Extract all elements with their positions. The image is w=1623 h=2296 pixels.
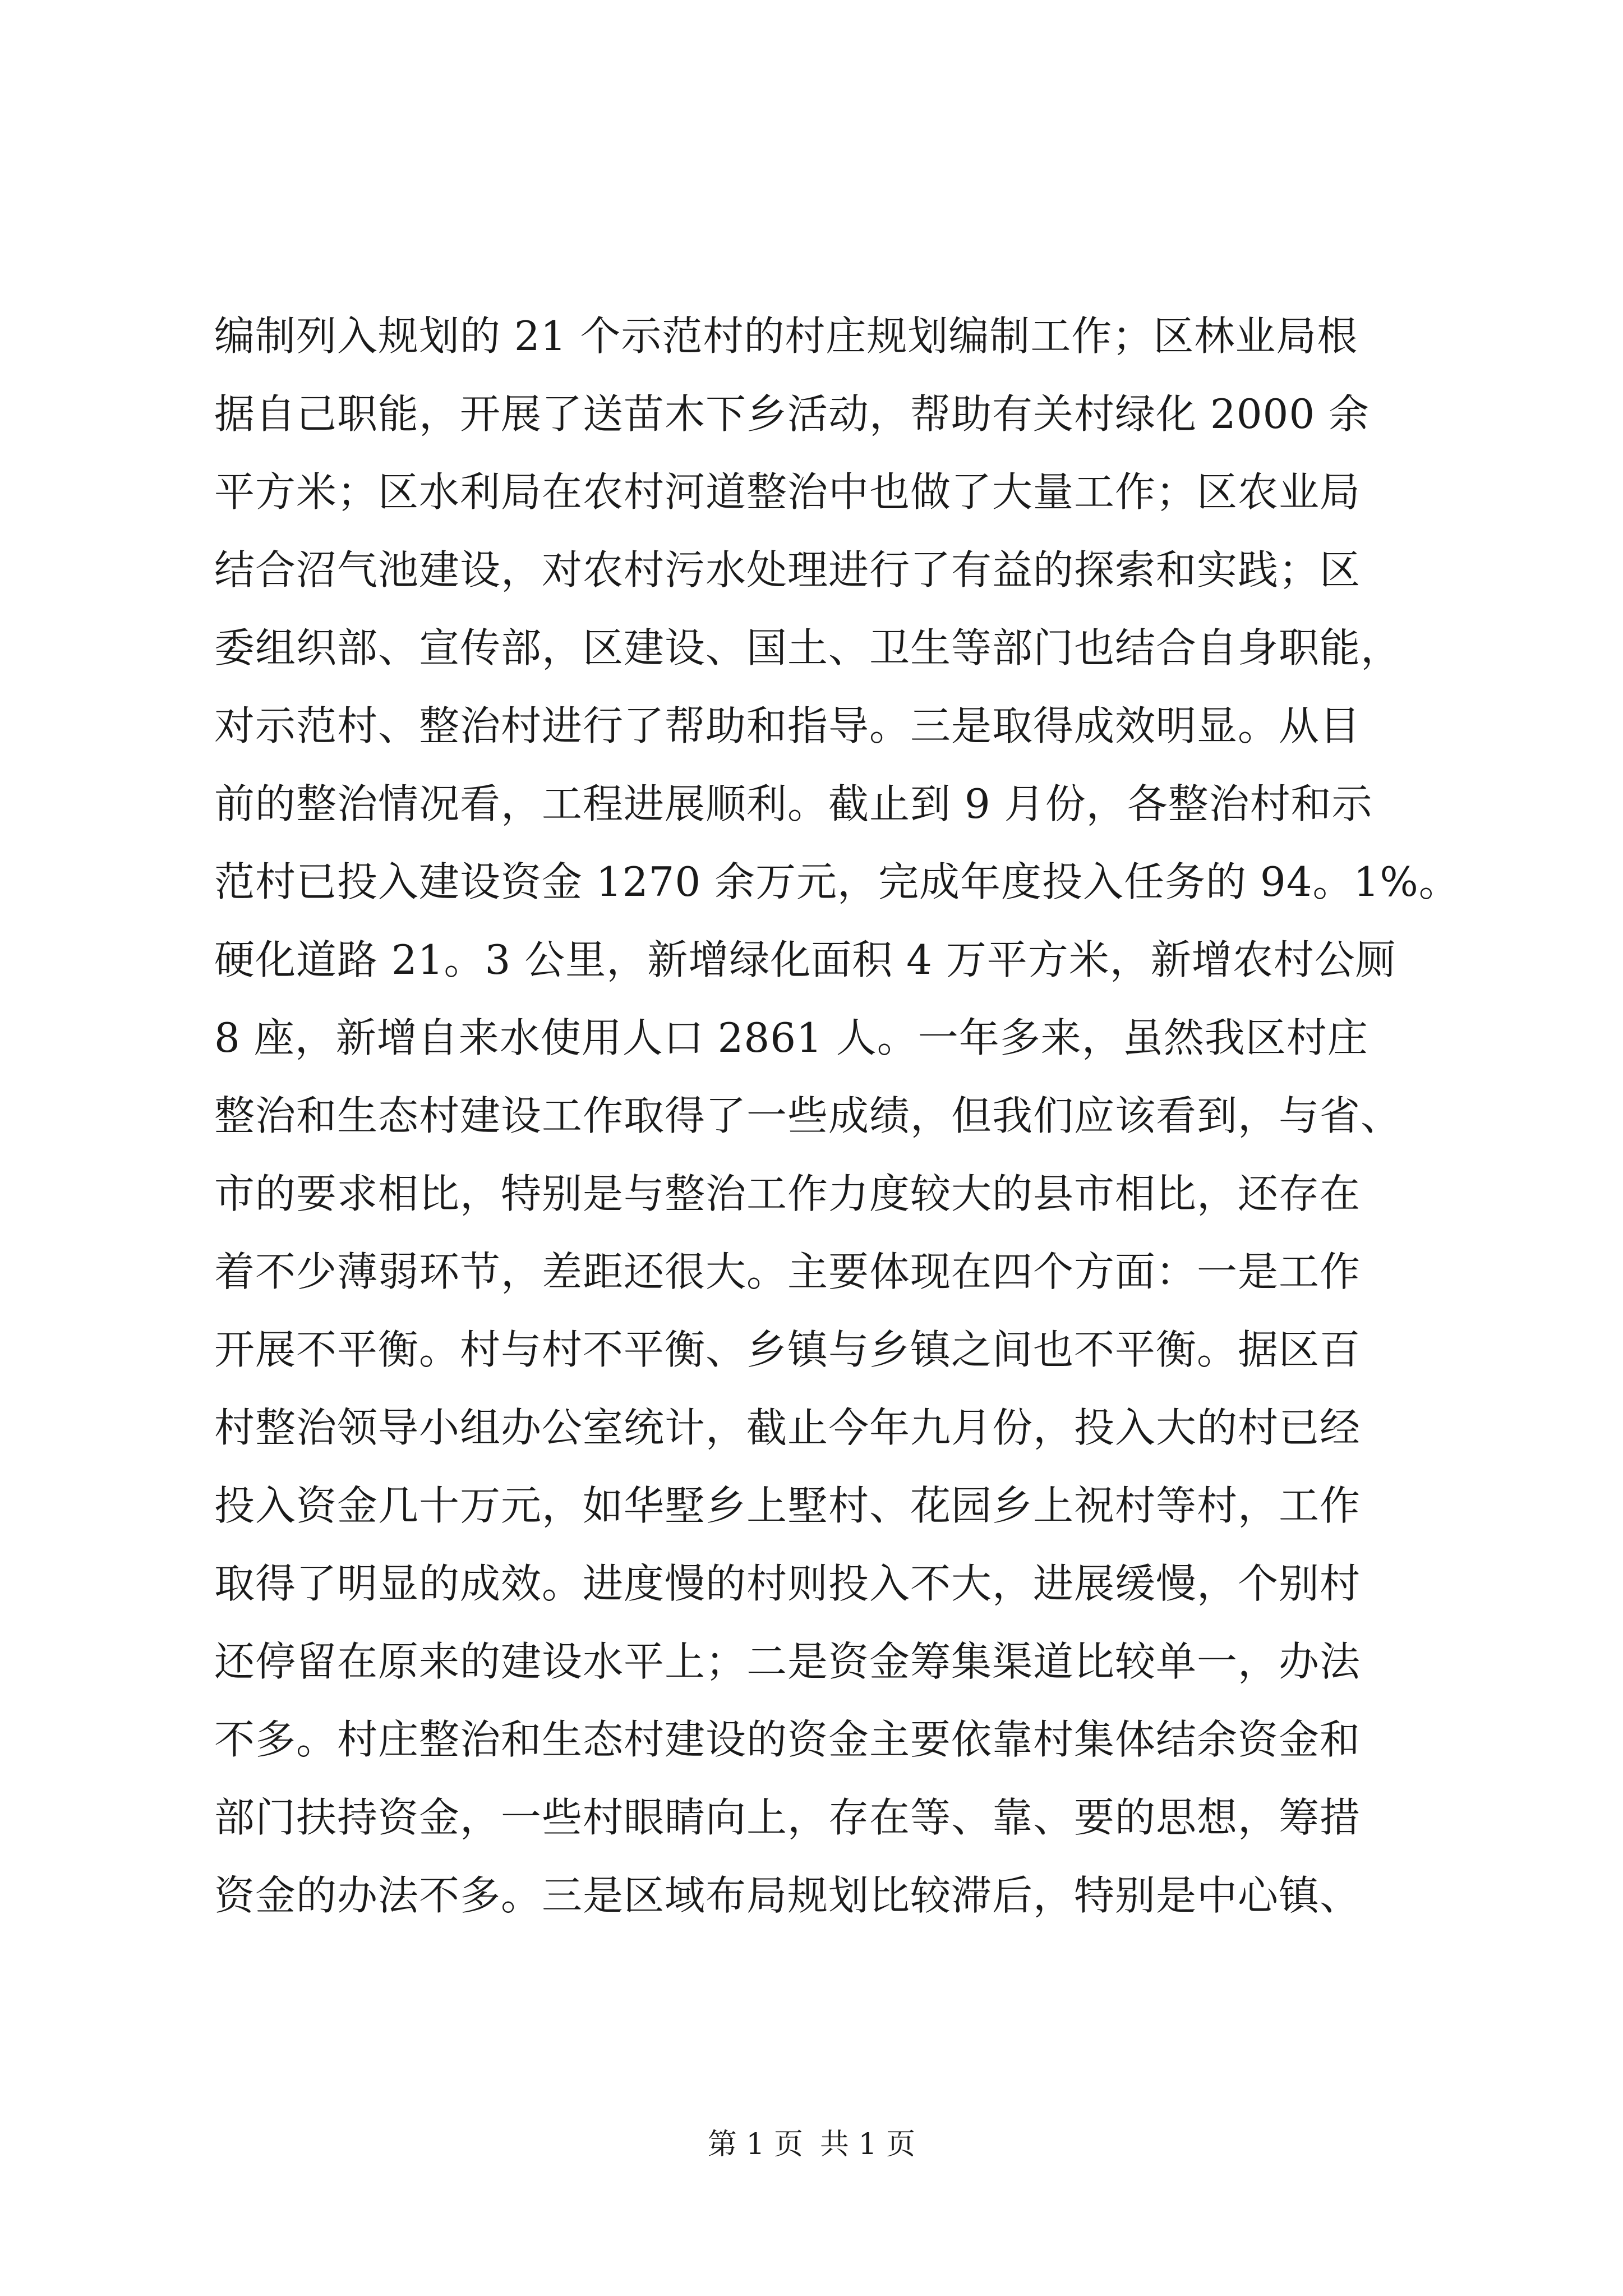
- text-line: 取得了明显的成效。进度慢的村则投入不大，进展缓慢，个别村: [214, 1560, 1361, 1607]
- text-line: 编制列入规划的 21 个示范村的村庄规划编制工作；区林业局根: [214, 312, 1358, 360]
- text-line: 资金的办法不多。三是区域布局规划比较滞后，特别是中心镇、: [214, 1872, 1361, 1919]
- text-line: 还停留在原来的建设水平上；二是资金筹集渠道比较单一，办法: [214, 1638, 1361, 1685]
- text-line: 村整治领导小组办公室统计，截止今年九月份，投入大的村已经: [214, 1404, 1361, 1451]
- text-line: 投入资金几十万元，如华墅乡上墅村、花园乡上祝村等村，工作: [214, 1482, 1361, 1529]
- page-footer: [0, 2120, 1623, 2162]
- text-line: 结合沼气池建设，对农村污水处理进行了有益的探索和实践；区: [214, 546, 1361, 593]
- text-line: 范村已投入建设资金 1270 余万元，完成年度投入任务的 94。1%。: [214, 858, 1460, 905]
- text-line: 前的整治情况看，工程进展顺利。截止到 9 月份，各整治村和示: [214, 780, 1373, 827]
- text-line: 着不少薄弱环节，差距还很大。主要体现在四个方面：一是工作: [214, 1248, 1361, 1295]
- text-line: 硬化道路 21。3 公里，新增绿化面积 4 万平方米，新增农村公厕: [214, 936, 1396, 983]
- text-line: 部门扶持资金，一些村眼睛向上，存在等、靠、要的思想，筹措: [214, 1794, 1361, 1841]
- text-line: 据自己职能，开展了送苗木下乡活动，帮助有关村绿化 2000 余: [214, 390, 1370, 438]
- text-line: 对示范村、整治村进行了帮助和指导。三是取得成效明显。从目: [214, 702, 1361, 749]
- text-line: 委组织部、宣传部，区建设、国土、卫生等部门也结合自身职能，: [214, 624, 1402, 671]
- text-line: 整治和生态村建设工作取得了一些成绩，但我们应该看到，与省、: [214, 1092, 1402, 1139]
- body-text: [214, 297, 1470, 1935]
- page-total: 共 1 页: [820, 2128, 916, 2161]
- text-line: 开展不平衡。村与村不平衡、乡镇与乡镇之间也不平衡。据区百: [214, 1326, 1361, 1373]
- text-line: 市的要求相比，特别是与整治工作力度较大的县市相比，还存在: [214, 1170, 1361, 1217]
- text-line: 平方米；区水利局在农村河道整治中也做了大量工作；区农业局: [214, 468, 1361, 516]
- page-number: 第 1 页: [707, 2128, 803, 2161]
- text-line: 8 座，新增自来水使用人口 2861 人。一年多来，虽然我区村庄: [214, 1014, 1368, 1061]
- text-line: 不多。村庄整治和生态村建设的资金主要依靠村集体结余资金和: [214, 1716, 1361, 1763]
